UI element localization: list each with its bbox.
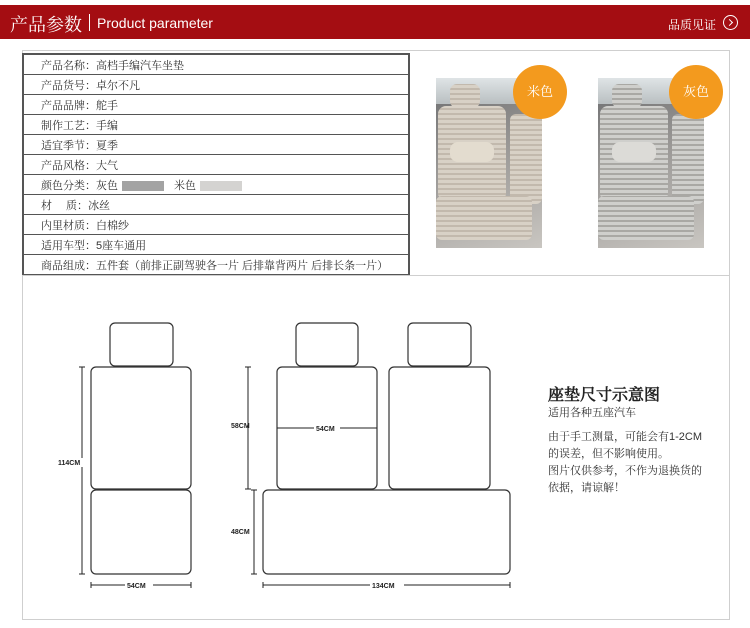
back-width-label: 54CM <box>316 426 335 433</box>
param-value: 白棉纱 <box>96 219 129 232</box>
param-value: 大气 <box>96 159 118 172</box>
param-value: 夏季 <box>96 139 118 152</box>
color-beige-label: 米色 <box>174 179 196 192</box>
param-label: 产品风格： <box>41 159 96 172</box>
diagram-title: 座垫尺寸示意图 <box>548 387 661 404</box>
color-badge-gray: 灰色 <box>669 65 723 119</box>
front-height-label: 114CM <box>58 460 81 467</box>
param-value: 5座车通用 <box>96 239 147 252</box>
rear-headrest-left <box>296 323 358 366</box>
front-width-label: 54CM <box>127 583 146 590</box>
param-value: 卓尔不凡 <box>96 79 140 92</box>
param-label: 产品货号： <box>41 79 96 92</box>
section-title: 产品参数 <box>10 15 82 35</box>
rear-backrest-right <box>389 367 490 489</box>
param-label: 材 质： <box>41 199 89 212</box>
front-backrest <box>91 367 191 489</box>
front-headrest <box>110 323 173 366</box>
param-value: 手编 <box>96 119 118 132</box>
diagram-note: 由于手工测量，可能会有1-2CM 的误差，但不影响使用。 图片仅供参考，不作为退换货的 依据，请谅解！ <box>548 431 703 494</box>
param-value: 舵手 <box>96 99 118 112</box>
param-label: 适宜季节： <box>41 139 96 152</box>
color-gray-label: 灰色 <box>96 179 118 192</box>
param-label: 产品名称： <box>41 59 96 72</box>
base-height-label: 48CM <box>231 529 250 536</box>
param-label: 产品品牌： <box>41 99 96 112</box>
base-width-label: 134CM <box>372 583 395 590</box>
section-title-en: Product parameter <box>97 15 213 31</box>
param-label: 适用车型： <box>41 239 96 252</box>
quality-link[interactable]: 品质见证 <box>667 18 716 32</box>
color-badge-beige: 米色 <box>513 65 567 119</box>
back-height-label: 58CM <box>231 423 250 430</box>
param-label: 内里材质： <box>41 219 96 232</box>
param-value: 五件套（前排正副驾驶各一片 后排靠背两片 后排长条一片） <box>96 259 389 272</box>
front-cushion <box>91 490 191 574</box>
rear-bench-cushion <box>263 490 510 574</box>
diagram-subtitle: 适用各种五座汽车 <box>548 407 636 419</box>
rear-headrest-right <box>408 323 471 366</box>
param-value: 高档手编汽车坐垫 <box>96 59 184 72</box>
param-label: 制作工艺： <box>41 119 96 132</box>
param-value: 冰丝 <box>88 199 111 212</box>
param-label: 商品组成： <box>41 259 96 272</box>
param-label: 颜色分类： <box>41 179 96 192</box>
